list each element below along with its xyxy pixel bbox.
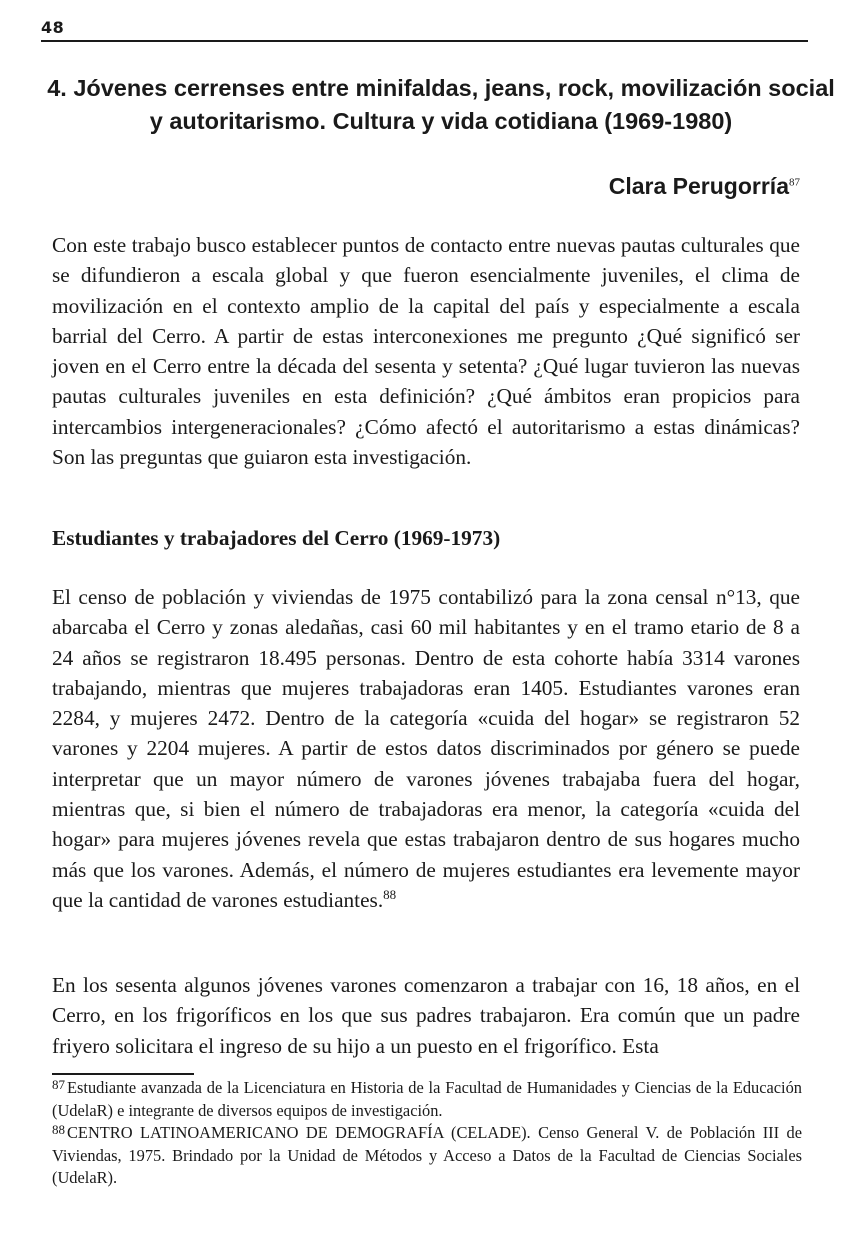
footnotes: [52, 1077, 802, 1190]
footnote-text: CENTRO LATINOAMERICANO DE DEMOGRAFÍA (CELADE). Censo General V. de Población III de Viviendas, 1975. Brindado por la Unidad de Métodos y Acceso a Datos de la Facultad de Ciencias Sociales (UdelaR).: [52, 1123, 802, 1187]
chapter-title: 4. Jóvenes cerrenses entre minifaldas, jeans, rock, movilización social y autoritarismo. Cultura y vida cotidiana (1969-1980): [47, 75, 835, 134]
author-name: Clara Perugorría: [608, 173, 789, 199]
page-number: 48: [41, 18, 65, 37]
author-footnote-ref[interactable]: 87: [789, 176, 800, 189]
footnote-88: [52, 1122, 802, 1190]
header-rule: [41, 40, 808, 42]
census-footnote-ref[interactable]: 88: [383, 886, 397, 902]
footnote-rule: [52, 1073, 194, 1075]
intro-paragraph: Con este trabajo busco establecer puntos de contacto entre nuevas pautas culturales que se difundieron a escala global y que fueron esencialmente juveniles, el clima de movilización en el contexto amplio de la capital del país y especialmente a escala barrial del Cerro. A partir de estas interconexiones me pregunto ¿Qué significó ser joven en el Cerro entre la década del sesenta y setenta? ¿Qué lugar tuvieron las nuevas pautas culturales juveniles en esta definición? ¿Qué ámbitos eran propicios para intercambios intergeneracionales? ¿Cómo afectó el autoritarismo a estas dinámicas? Son las preguntas que guiaron esta investigación.: [52, 233, 800, 470]
footnote-text: Estudiante avanzada de la Licenciatura en Historia de la Facultad de Humanidades y Ciencias de la Educación (UdelaR) e integrante de diversos equipos de investigación.: [52, 1078, 802, 1120]
census-paragraph: [52, 582, 800, 915]
sixties-paragraph: En los sesenta algunos jóvenes varones comenzaron a trabajar con 16, 18 años, en el Cerro, en los frigoríficos en los que sus padres trabajaron. Era común que un padre friyero solicitara el ingreso de su hijo a un puesto en el frigorífico. Esta: [52, 973, 800, 1058]
footnote-mark: 87: [52, 1077, 65, 1092]
census-paragraph-text: El censo de población y viviendas de 1975 contabilizó para la zona censal n°13, que abarcaba el Cerro y zonas aledañas, casi 60 mil habitantes y en el tramo etario de 8 a 24 años se registraron 18.495 personas. Dentro de esta cohorte había 3314 varones trabajando, mientras que mujeres trabajadoras eran 1405. Estudiantes varones eran 2284, y mujeres 2472. Dentro de la categoría «cuida del hogar» se registraron 52 varones y 2204 mujeres. A partir de estos datos discriminados por género se puede interpretar que un mayor número de varones jóvenes trabajaba fuera del hogar, mientras que, si bien el número de trabajadoras era menor, la categoría «cuida del hogar» para mujeres jóvenes revela que estas trabajaron dentro de sus hogares mucho más que los varones. Además, el número de mujeres estudiantes era levemente mayor que la cantidad de varones estudiantes.: [52, 585, 800, 912]
section-heading: Estudiantes y trabajadores del Cerro (1969-1973): [52, 526, 501, 550]
footnote-87: [52, 1077, 802, 1122]
footnote-mark: 88: [52, 1122, 65, 1137]
author-byline: [609, 172, 800, 200]
